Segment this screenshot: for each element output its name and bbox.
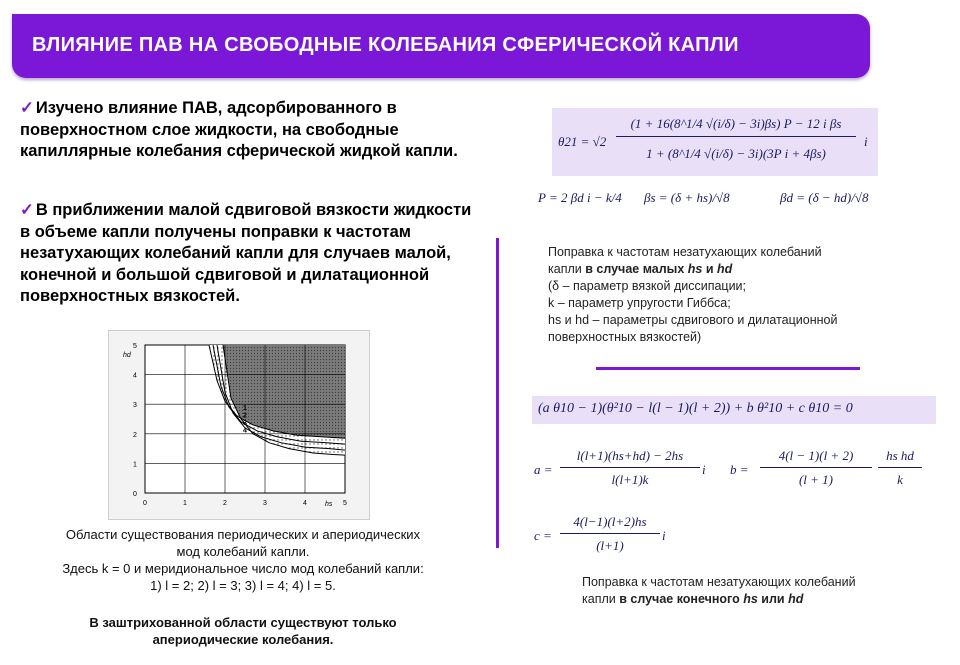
y-tick-label: 4 [133,372,137,380]
bullet-1 [20,98,480,163]
x-axis-label: hs [325,501,333,508]
formula-beta-s: βs = (δ + hs)/√8 [644,190,730,205]
x-tick-label: 5 [343,500,347,507]
y-tick-label: 3 [133,402,137,410]
x-tick-label: 4 [303,500,307,507]
b-numerator: 4(l − 1)(l + 2) [760,448,872,468]
theta21-tail: i [864,134,868,149]
y-axis-label: hd [123,351,131,359]
curve-label: 2 [243,412,247,420]
b-fraction-numerator: hs hd [878,448,922,468]
formula-a [534,448,714,492]
page-title: ВЛИЯНИЕ ПАВ НА СВОБОДНЫЕ КОЛЕБАНИЯ СФЕРИЧЕСКОЙ КАПЛИ [32,34,739,56]
caption-line: мод колебаний капли. [176,544,310,559]
caption-line: Здесь k = 0 и меридиональное число мод колебаний капли: [62,561,424,576]
a-lhs: a = [534,462,553,477]
note-finite-viscosity [582,574,922,608]
x-tick-label: 3 [263,500,267,507]
c-tail: i [662,528,666,543]
y-tick-label: 5 [133,343,137,350]
note-line: (δ – параметр вязкой диссипации; [548,279,747,293]
note-small-viscosity [548,244,908,346]
note-line: капли в случае конечного hs или hd [582,592,804,606]
dispersion-equation: (a θ10 − 1)(θ²10 − l(l − 1)(l + 2)) + b θ²10 + c θ10 = 0 [538,401,853,416]
bullet-1-text: Изучено влияние ПАВ, адсорбированного в поверхностном слое жидкости, на свободные капиллярные колебания сферической жидкой капли. [20,99,458,160]
b-fraction-denominator: k [897,472,903,487]
note-line: Поправка к частотам незатухающих колебаний [582,575,856,589]
c-numerator: 4(l−1)(l+2)hs [560,514,660,534]
bullet-2-text: В приближении малой сдвиговой вязкости жидкости в объеме капли получены поправки к частотам незатухающих колебаний капли для случаев малой, конечной и большой сдвиговой и дилатационной поверхностных вязкостей. [20,201,472,305]
chart-svg [109,331,369,519]
b-denominator: (l + 1) [798,472,834,487]
caption-line: В заштрихованной области существуют только [89,615,397,630]
curve-label: 3 [243,419,247,427]
note-line: капли в случае малых hs и hd [548,262,733,276]
bullet-2 [20,200,480,308]
title-bar [12,14,870,78]
note-line: k – параметр упругости Гиббса; [548,296,731,310]
formula-b [730,448,930,492]
formula-beta-d: βd = (δ − hd)/√8 [780,190,869,205]
note-line: поверхностных вязкостей) [548,330,702,344]
theta21-denominator: 1 + (8^1/4 √(i/δ) − 3i)(3P i + 4βs) [646,146,826,161]
curve-label: 1 [243,405,247,413]
horizontal-divider [596,367,860,370]
a-tail: i [702,462,706,477]
formula-theta21 [552,108,878,176]
x-tick-label: 0 [143,500,147,507]
curve-label: 4 [243,427,247,435]
b-lhs: b = [730,462,749,477]
x-tick-label: 2 [223,500,227,507]
checkmark-icon: ✓ [20,201,34,219]
c-lhs: c = [534,528,552,543]
caption-line: апериодические колебания. [152,632,334,647]
checkmark-icon: ✓ [20,99,34,117]
note-line: Поправка к частотам незатухающих колебаний [548,245,822,259]
formula-p: P = 2 βd i − k/4 [538,190,622,205]
chart-caption-bold [28,614,458,648]
caption-line: 1) l = 2; 2) l = 3; 3) l = 4; 4) l = 5. [150,578,336,593]
a-numerator: l(l+1)(hs+hd) − 2hs [560,448,700,468]
caption-line: Области существования периодических и апериодических [65,527,421,542]
y-tick-label: 0 [133,491,137,498]
y-tick-label: 1 [133,461,137,469]
theta21-lhs: θ21 = √2 [558,134,607,149]
note-line: hs и hd – параметры сдвигового и дилатационной [548,313,838,327]
formula-dispersion [532,396,936,424]
chart-container [108,330,370,520]
c-denominator: (l+1) [596,538,624,553]
formula-c [534,514,674,558]
chart-caption [28,526,458,594]
y-tick-label: 2 [133,431,137,439]
a-denominator: l(l+1)k [611,472,649,487]
vertical-divider [496,238,499,548]
theta21-numerator: (1 + 16(8^1/4 √(i/δ) − 3i)βs) P − 12 i βs [616,116,856,137]
x-tick-label: 1 [183,500,187,507]
